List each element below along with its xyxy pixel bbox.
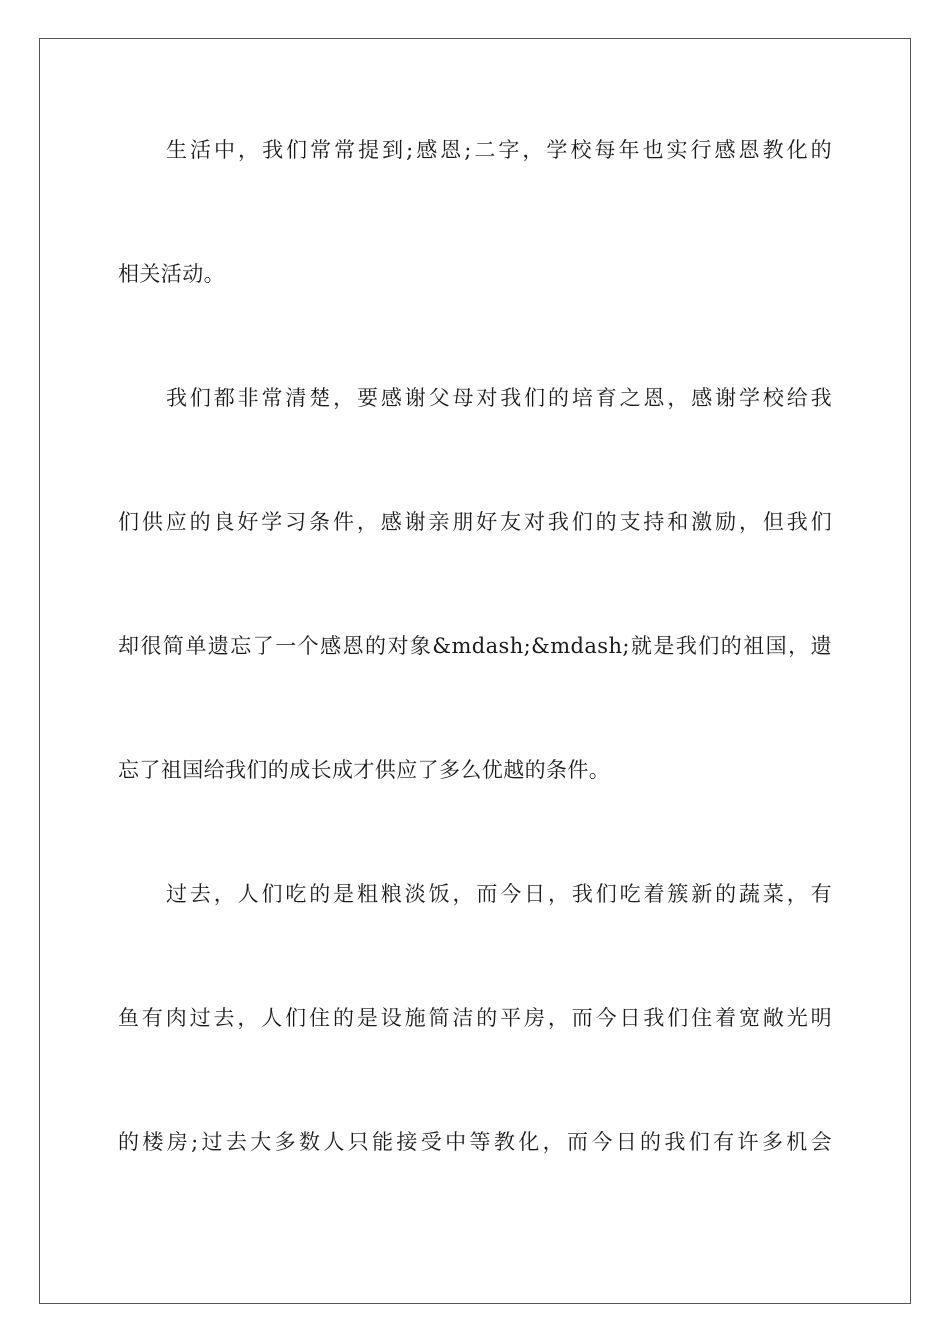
paragraph-3-line-2: 鱼有肉过去，人们住的是设施简洁的平房，而今日我们住着宽敞光明	[118, 1006, 832, 1030]
paragraph-2-line-4: 忘了祖国给我们的成长成才供应了多么优越的条件。	[118, 758, 611, 782]
paragraph-2-line-3: 却很简单遗忘了一个感恩的对象&mdash;&mdash;就是我们的祖国，遗	[118, 634, 832, 658]
paragraph-3-line-3: 的楼房;过去大多数人只能接受中等教化，而今日的我们有许多机会	[118, 1130, 832, 1154]
paragraph-2-line-2: 们供应的良好学习条件，感谢亲朋好友对我们的支持和激励，但我们	[118, 510, 832, 534]
page-border	[39, 38, 911, 1304]
paragraph-2-line-1: 我们都非常清楚，要感谢父母对我们的培育之恩，感谢学校给我	[166, 386, 832, 410]
paragraph-1-line-1: 生活中，我们常常提到;感恩;二字，学校每年也实行感恩教化的	[166, 138, 832, 162]
paragraph-1-line-2: 相关活动。	[118, 262, 225, 286]
paragraph-3-line-1: 过去，人们吃的是粗粮淡饭，而今日，我们吃着簇新的蔬菜，有	[166, 882, 832, 906]
